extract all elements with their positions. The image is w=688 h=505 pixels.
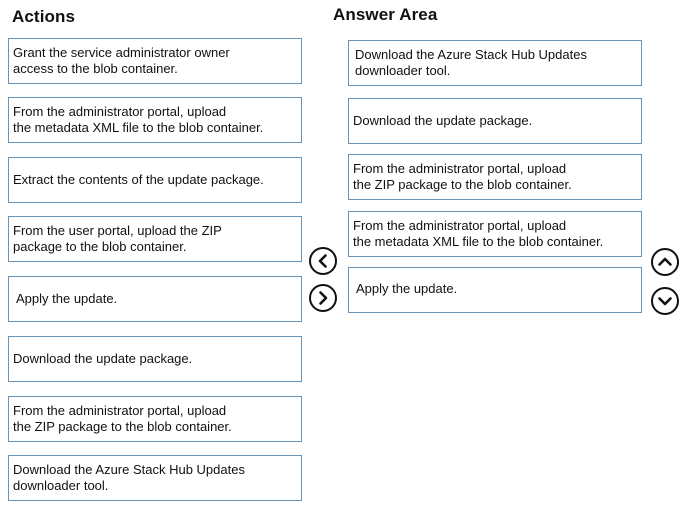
move-right-button[interactable] [309, 284, 337, 312]
action-item-grant-owner-access[interactable]: Grant the service administrator owner access to the blob container. [8, 38, 302, 84]
move-down-button[interactable] [651, 287, 679, 315]
chevron-down-icon [657, 293, 673, 309]
action-item-upload-metadata-admin[interactable]: From the administrator portal, upload the metadata XML file to the blob container. [8, 97, 302, 143]
chevron-right-icon [315, 290, 331, 306]
answer-item-download-updates-tool[interactable]: Download the Azure Stack Hub Updates downloader tool. [348, 40, 642, 86]
answer-area-heading: Answer Area [333, 5, 438, 24]
action-item-download-package[interactable]: Download the update package. [8, 336, 302, 382]
action-item-upload-zip-user-portal[interactable]: From the user portal, upload the ZIP package to the blob container. [8, 216, 302, 262]
action-item-download-updates-tool[interactable]: Download the Azure Stack Hub Updates downloader tool. [8, 455, 302, 501]
move-up-button[interactable] [651, 248, 679, 276]
answer-item-upload-zip-admin[interactable]: From the administrator portal, upload the ZIP package to the blob container. [348, 154, 642, 200]
actions-heading: Actions [12, 7, 76, 26]
action-item-apply-update[interactable]: Apply the update. [8, 276, 302, 322]
move-left-button[interactable] [309, 247, 337, 275]
answer-item-upload-metadata-admin[interactable]: From the administrator portal, upload the metadata XML file to the blob container. [348, 211, 642, 257]
answer-item-download-package[interactable]: Download the update package. [348, 98, 642, 144]
action-item-upload-zip-admin[interactable]: From the administrator portal, upload the ZIP package to the blob container. [8, 396, 302, 442]
action-item-extract-package[interactable]: Extract the contents of the update package. [8, 157, 302, 203]
chevron-up-icon [657, 254, 673, 270]
answer-item-apply-update[interactable]: Apply the update. [348, 267, 642, 313]
chevron-left-icon [315, 253, 331, 269]
